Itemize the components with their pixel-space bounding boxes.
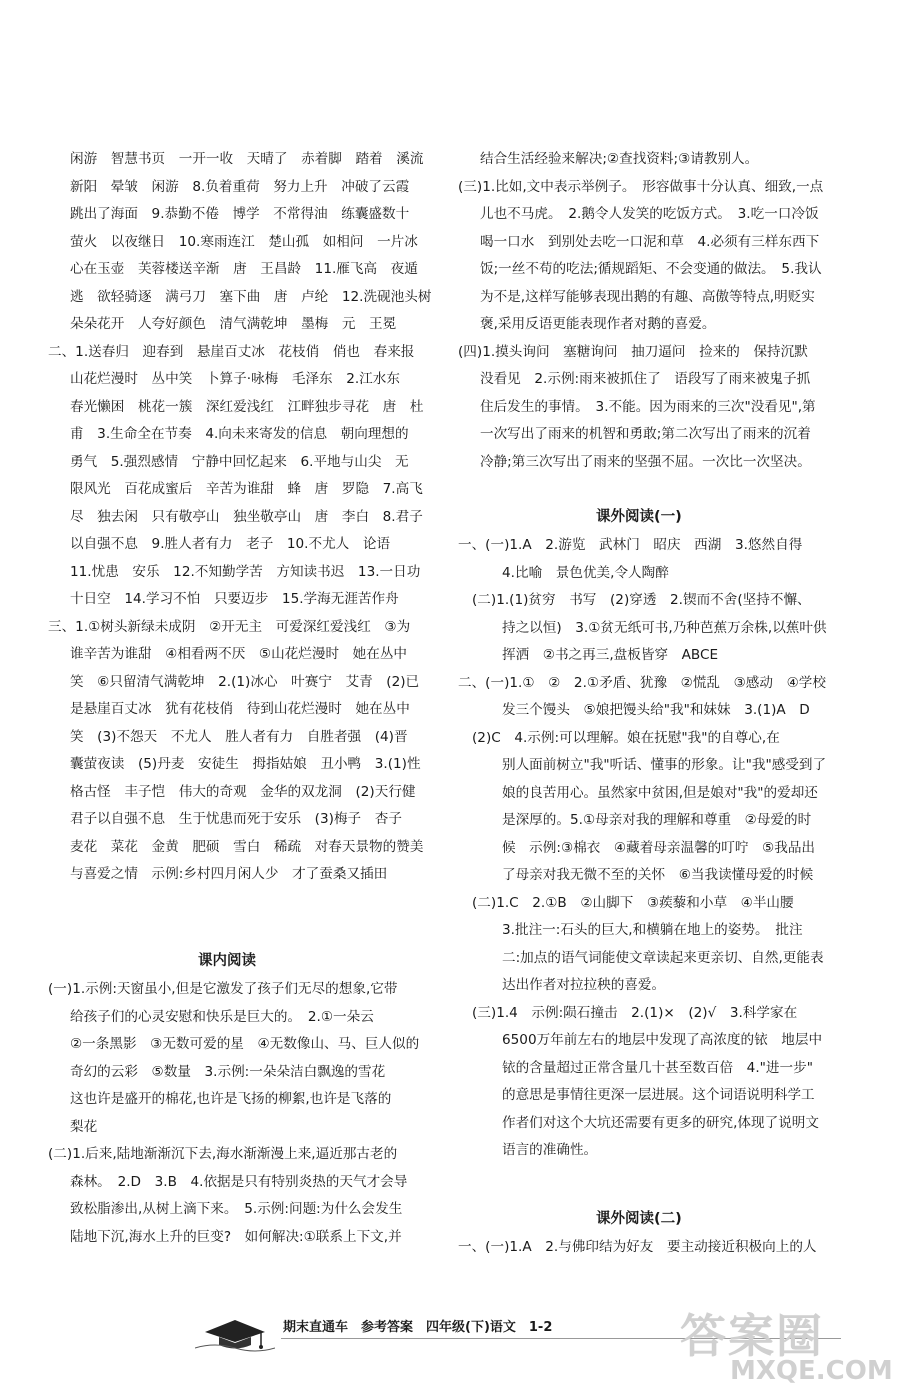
answer-line: 心在玉壶 芙蓉楼送辛渐 唐 王昌龄 11.雁飞高 夜遁 (70, 261, 418, 277)
answer-line: ②一条黑影 ③无数可爱的星 ④无数像山、马、巨人似的 (70, 1036, 420, 1052)
answer-line: 为不是,这样写能够表现出鹅的有趣、高傲等特点,明贬实 (480, 288, 815, 305)
answer-line: 勇气 5.强烈感情 宁静中回忆起来 6.平地与山尖 无 (70, 453, 409, 470)
answer-line: 的意思是事情往更深一层进展。这个词语说明科学工 (502, 1087, 815, 1103)
answer-line: 6500万年前左右的地层中发现了高浓度的铱 地层中 (502, 1032, 823, 1048)
footer-text: 期末直通车 参考答案 四年级(下)语文 1-2 (283, 1320, 553, 1335)
answer-line: 山花烂漫时 丛中笑 卜算子·咏梅 毛泽东 2.江水东 (70, 371, 400, 387)
answer-line: 限风光 百花成蜜后 辛苦为谁甜 蜂 唐 罗隐 7.高飞 (70, 481, 423, 497)
answer-line: 是悬崖百丈冰 犹有花枝俏 待到山花烂漫时 她在丛中 (70, 701, 410, 717)
answer-line: (二)1.后来,陆地渐渐沉下去,海水渐渐漫上来,逼近那古老的 (48, 1146, 398, 1162)
answer-line: 囊萤夜读 (5)丹麦 安徒生 拇指姑娘 丑小鸭 3.(1)性 (70, 756, 421, 772)
answer-line: 达出作者对拉拉秧的喜爱。 (502, 977, 666, 993)
answer-line: 跳出了海面 9.恭勤不倦 博学 不常得油 练囊盛数十 (70, 206, 410, 222)
answer-line: 儿也不马虎。 2.鹅令人发笑的吃饭方式。 3.吃一口冷饭 (480, 206, 819, 222)
heading-extracurricular-reading-2: 课外阅读(二) (596, 1211, 682, 1227)
answer-line: 褒,采用反语更能表现作者对鹅的喜爱。 (480, 316, 716, 332)
answer-line: 三、1.①树头新绿未成阴 ②开无主 可爱深红爱浅红 ③为 (48, 618, 411, 635)
answer-line: 住后发生的事情。 3.不能。因为雨来的三次"没看见",第 (480, 398, 816, 415)
answer-line: 结合生活经验来解决;②查找资料;③请教别人。 (480, 151, 759, 167)
answer-line: 4.比喻 景色优美,令人陶醉 (502, 564, 669, 581)
watermark-url: MXQE.COM (730, 1356, 893, 1386)
answer-line: 甫 3.生命全在节奏 4.向未来寄发的信息 朝向理想的 (70, 426, 409, 442)
answer-line: 冷静;第三次写出了雨来的坚强不屈。一次比一次坚决。 (480, 453, 811, 470)
answer-line: 语言的准确性。 (502, 1142, 598, 1158)
graduation-cap-icon (195, 1312, 275, 1352)
answer-line: 挥洒 ②书之再三,盘板皆穿 ABCE (502, 647, 719, 663)
answer-line: 致松脂渗出,从树上滴下来。 5.示例:问题:为什么会发生 (70, 1201, 403, 1217)
answer-line: 闲游 智慧书页 一开一收 天晴了 赤着脚 踏着 溪流 (70, 151, 424, 167)
answer-line: (二)1.(1)贫穷 书写 (2)穿透 2.锲而不舍(坚持不懈、 (472, 592, 811, 608)
answer-line: 饭;一丝不苟的吃法;循规蹈矩、不会变通的做法。 5.我认 (480, 261, 822, 277)
answer-line: (2)C 4.示例:可以理解。娘在抚慰"我"的自尊心,在 (472, 729, 780, 746)
answer-line: 逃 欲轻骑逐 满弓刀 塞下曲 唐 卢纶 12.洗砚池头树 (70, 288, 432, 305)
answer-line: 了母亲对我无微不至的关怀 ⑥当我读懂母爱的时候 (502, 867, 814, 883)
answer-line: (三)1.4 示例:陨石撞击 2.(1)× (2)√ 3.科学家在 (472, 1004, 798, 1021)
answer-line: 二、(一)1.① ② 2.①矛盾、犹豫 ②慌乱 ③感动 ④学校 (458, 674, 826, 691)
answer-line: 铱的含量超过正常含量几十甚至数百倍 4."进一步" (502, 1059, 813, 1076)
answer-line: 候 示例:③棉衣 ④藏着母亲温馨的叮咛 ⑤我品出 (502, 839, 816, 856)
watermark (660, 1300, 895, 1388)
answer-line: 春光懒困 桃花一簇 深红爱浅红 江畔独步寻花 唐 杜 (70, 398, 424, 415)
answer-line: 格古怪 丰子恺 伟大的奇观 金华的双龙洞 (2)天行健 (70, 783, 416, 800)
answer-line: 喝一口水 到别处去吃一口泥和草 4.必须有三样东西下 (480, 233, 820, 250)
answer-line: 以自强不息 9.胜人者有力 老子 10.不尤人 论语 (70, 536, 391, 552)
answer-line: (二)1.C 2.①B ②山脚下 ③蒺藜和小草 ④半山腰 (472, 894, 794, 911)
answer-line: 一、(一)1.A 2.游览 武林门 昭庆 西湖 3.悠然自得 (458, 537, 803, 553)
heading-in-class-reading: 课内阅读 (198, 953, 256, 969)
answer-line: 3.批注一:石头的巨大,和横躺在地上的姿势。 批注 (502, 922, 803, 938)
answer-line: 十日空 14.学习不怕 只要迈步 15.学海无涯苦作舟 (70, 591, 399, 607)
answer-line: (四)1.摸头询问 塞糖询问 抽刀逼问 捡来的 保持沉默 (458, 343, 808, 360)
answer-line: 二、1.送春归 迎春到 悬崖百丈冰 花枝俏 俏也 春来报 (48, 343, 415, 360)
answer-line: 给孩子们的心灵安慰和快乐是巨大的。 2.①一朵云 (70, 1008, 374, 1025)
answer-line: 作者们对这个大坑还需要有更多的研究,体现了说明文 (502, 1114, 819, 1131)
answer-line: 一次写出了雨来的机智和勇敢;第二次写出了雨来的沉着 (480, 426, 811, 442)
answer-line: 与喜爱之情 示例:乡村四月闲人少 才了蚕桑又插田 (70, 866, 388, 882)
answer-line: 二:加点的语气词能使文章读起来更亲切、自然,更能表 (502, 949, 824, 966)
answer-line: 持之以恒) 3.①贫无纸可书,乃种芭蕉万余株,以蕉叶供 (502, 619, 827, 636)
answer-line: 娘的良苦用心。虽然家中贫困,但是娘对"我"的爱却还 (502, 784, 818, 801)
answer-line: (一)1.示例:天窗虽小,但是它激发了孩子们无尽的想象,它带 (48, 981, 398, 997)
answer-line: 谁辛苦为谁甜 ④相看两不厌 ⑤山花烂漫时 她在丛中 (70, 646, 408, 662)
answer-line: 这也许是盛开的棉花,也许是飞扬的柳絮,也许是飞落的 (70, 1091, 392, 1107)
answer-line: 笑 (3)不怨天 不尤人 胜人者有力 自胜者强 (4)晋 (70, 728, 408, 745)
answer-line: 11.忧患 安乐 12.不知勤学苦 方知读书迟 13.一日功 (70, 563, 421, 580)
answer-line: 陆地下沉,海水上升的巨变? 如何解决:①联系上下文,并 (70, 1228, 402, 1245)
answer-line: 君子以自强不息 生于忧患而死于安乐 (3)梅子 杏子 (70, 811, 402, 827)
watermark-logo-text: 答案圈 (680, 1309, 824, 1363)
answer-line: 新阳 晕皱 闲游 8.负着重荷 努力上升 冲破了云霞 (70, 178, 410, 195)
answer-line: 笑 ⑥只留清气满乾坤 2.(1)冰心 叶赛宁 艾青 (2)已 (70, 673, 420, 690)
answer-line: (三)1.比如,文中表示举例子。 形容做事十分认真、细致,一点 (458, 178, 824, 195)
answer-line: 奇幻的云彩 ⑤数量 3.示例:一朵朵洁白飘逸的雪花 (70, 1063, 386, 1080)
answer-line: 萤火 以夜继日 10.寒雨连江 楚山孤 如相问 一片冰 (70, 233, 418, 250)
answer-line: 森林。 2.D 3.B 4.依据是只有特别炎热的天气才会导 (70, 1173, 408, 1190)
heading-extracurricular-reading-1: 课外阅读(一) (596, 509, 682, 525)
answer-line: 梨花 (70, 1118, 98, 1135)
answer-line: 一、(一)1.A 2.与佛印结为好友 要主动接近积极向上的人 (458, 1239, 817, 1255)
answer-line: 别人面前树立"我"听话、懂事的形象。让"我"感受到了 (502, 757, 827, 773)
answer-line: 没看见 2.示例:雨来被抓住了 语段写了雨来被鬼子抓 (480, 371, 811, 387)
answer-line: 朵朵花开 人夸好颜色 清气满乾坤 墨梅 元 王冕 (70, 316, 397, 332)
answer-line: 是深厚的。5.①母亲对我的理解和尊重 ②母爱的时 (502, 812, 812, 828)
answer-line: 发三个馒头 ⑤娘把馒头给"我"和妹妹 3.(1)A D (502, 702, 810, 718)
answer-line: 麦花 菜花 金黄 肥硕 雪白 稀疏 对春天景物的赞美 (70, 838, 424, 855)
answer-line: 尽 独去闲 只有敬亭山 独坐敬亭山 唐 李白 8.君子 (70, 508, 423, 525)
